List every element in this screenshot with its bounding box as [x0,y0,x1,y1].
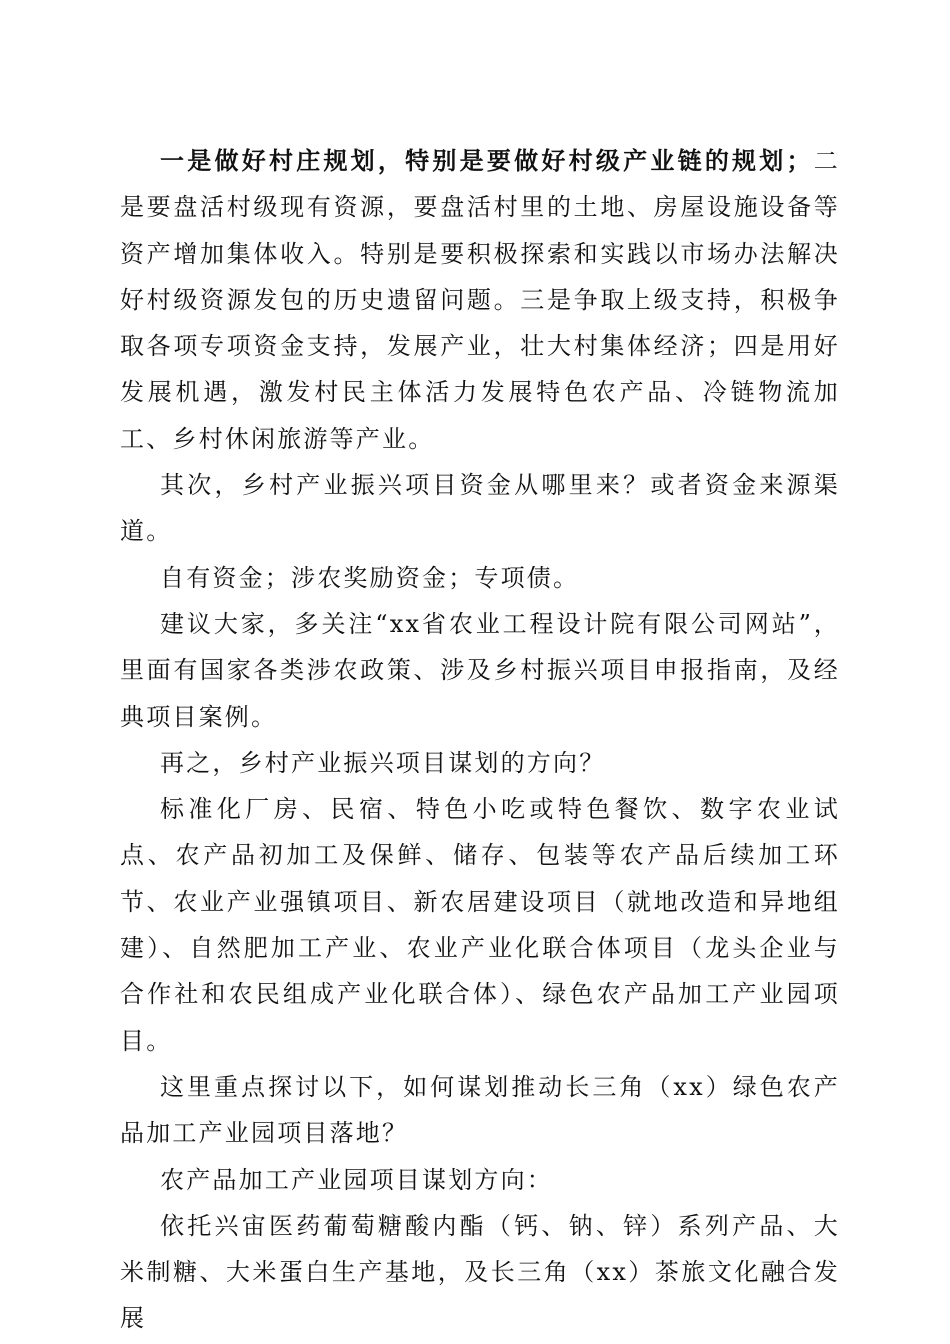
paragraph-lead-bold: 一是做好村庄规划，特别是要做好村级产业链的规划； [160,146,813,175]
paragraph-park-direction-detail: 依托兴宙医药葡萄糖酸内酯（钙、钠、锌）系列产品、大米制糖、大米蛋白生产基地，及长三角（xx）茶旅文化融合发展 [120,1211,840,1333]
document-body [120,138,840,1342]
paragraph-direction-list: 标准化厂房、民宿、特色小吃或特色餐饮、数字农业试点、农产品初加工及保鲜、储存、包装等农产品后续加工环节、农业产业强镇项目、新农居建设项目（就地改造和异地组建）、自然肥加工产业、农业产业化联合体项目（龙头企业与合作社和农民组成产业化联合体）、绿色农产品加工产业园项目。 [120,795,840,1055]
paragraph-website-suggestion: 建议大家，多关注“xx省农业工程设计院有限公司网站”，里面有国家各类涉农政策、涉及乡村振兴项目申报指南，及经典项目案例。 [120,609,840,731]
paragraph-funding-question: 其次，乡村产业振兴项目资金从哪里来？或者资金来源渠道。 [120,471,840,546]
paragraph-text: 二是要盘活村级现有资源，要盘活村里的土地、房屋设施设备等资产增加集体收入。特别是要积极探索和实践以市场办法解决好村级资源发包的历史遗留问题。三是争取上级支持，积极争取各项专项资金支持，发展产业，壮大村集体经济；四是用好发展机遇，激发村民主体活力发展特色农产品、冷链物流加工、乡村休闲旅游等产业。 [120,147,840,453]
paragraph-funding-sources: 自有资金；涉农奖励资金；专项债。 [160,563,580,592]
paragraph-focus-question: 这里重点探讨以下，如何谋划推动长三角（xx）绿色农产品加工产业园项目落地？ [120,1072,840,1148]
paragraph-direction-question: 再之，乡村产业振兴项目谋划的方向？ [160,748,606,777]
paragraph-park-direction-heading: 农产品加工产业园项目谋划方向： [160,1165,553,1194]
paragraph-plans [120,138,840,462]
